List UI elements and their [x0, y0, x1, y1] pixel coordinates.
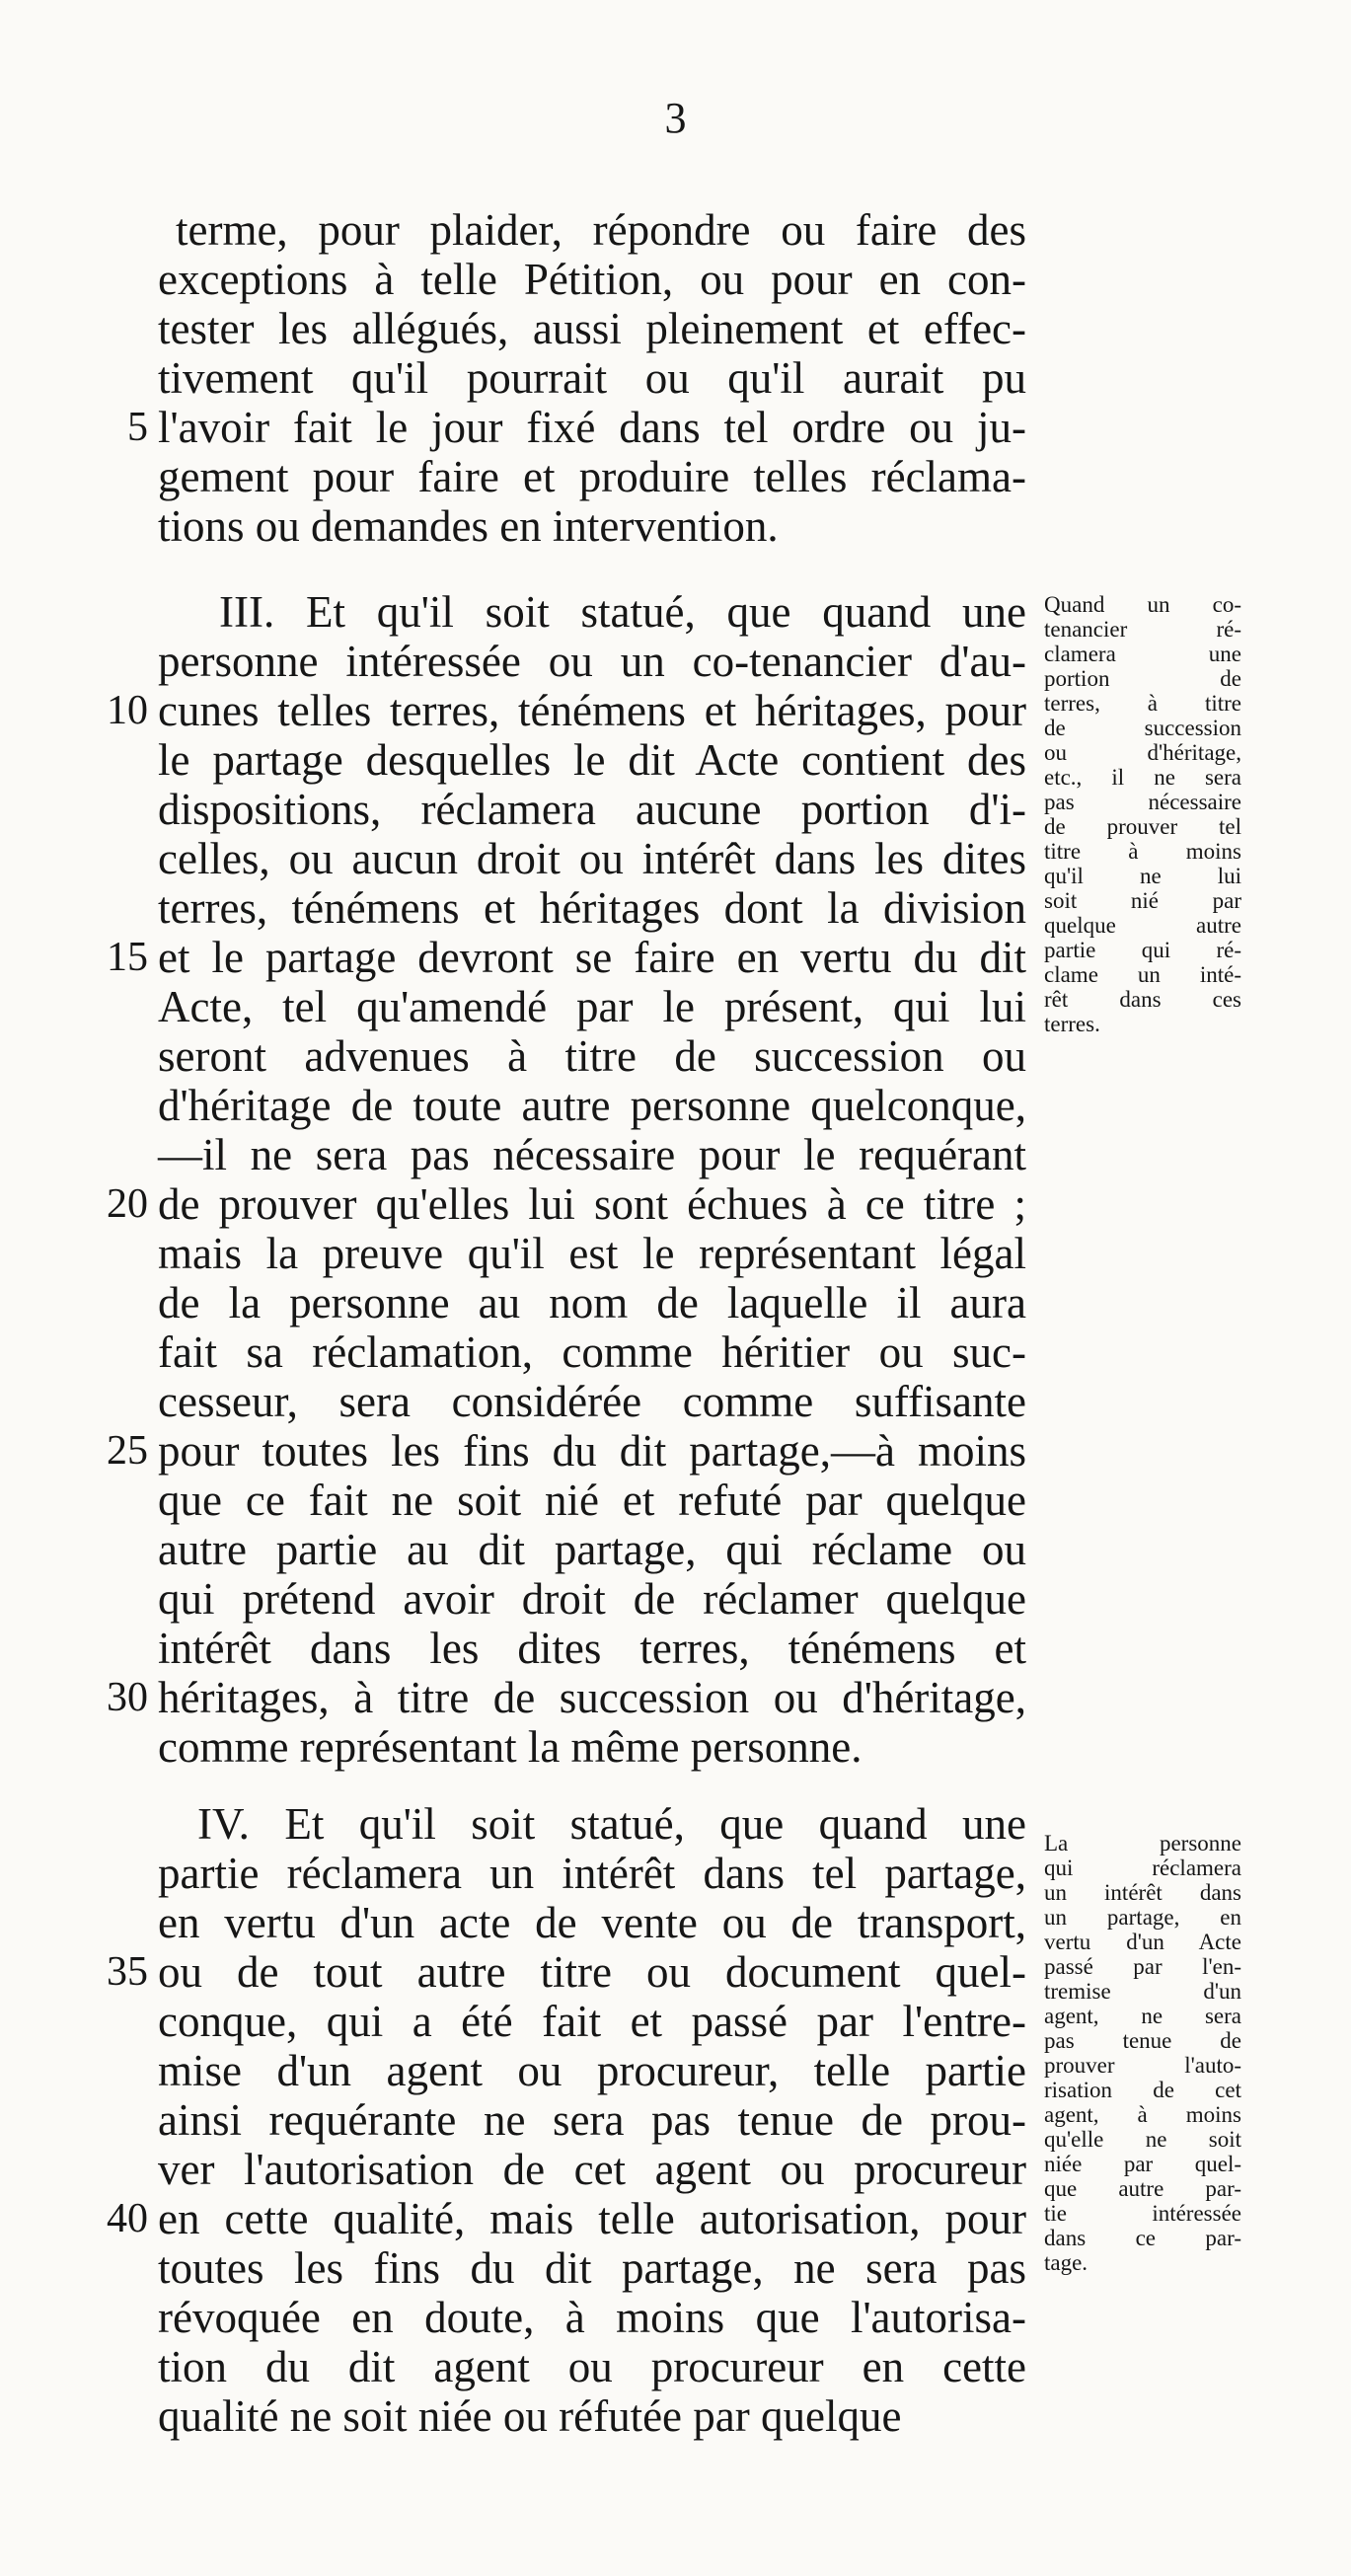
- text-line: ver l'autorisation de cet agent ou procureur: [158, 2145, 1026, 2194]
- margin-note-line: tie intéressée: [1044, 2201, 1241, 2226]
- margin-note-line: titre à moins: [1044, 839, 1241, 864]
- margin-note-line: tage.: [1044, 2250, 1088, 2275]
- text-line: d'héritage de toute autre personne quelconque,: [158, 1081, 1026, 1130]
- text-line: tion du dit agent ou procureur en cette: [158, 2342, 1026, 2391]
- margin-note-line: ou d'héritage,: [1044, 740, 1241, 765]
- margin-note-line: de prouver tel: [1044, 814, 1241, 839]
- line-number: 20: [107, 1181, 148, 1227]
- margin-note-line: La personne: [1044, 1831, 1241, 1856]
- text-line: que ce fait ne soit nié et refuté par quelque: [158, 1476, 1026, 1525]
- text-line: fait sa réclamation, comme héritier ou suc-: [158, 1327, 1026, 1377]
- margin-note-line: portion de: [1044, 666, 1241, 691]
- text-line: tester les allégués, aussi pleinement et effec-: [158, 304, 1026, 353]
- line-number: 30: [107, 1675, 148, 1720]
- margin-note-line: vertu d'un Acte: [1044, 1930, 1241, 1954]
- text-line: le partage desquelles le dit Acte contient des: [158, 735, 1026, 785]
- text-line: et le partage devront se faire en vertu du dit: [158, 933, 1026, 982]
- text-line: mise d'un agent ou procureur, telle partie: [158, 2046, 1026, 2095]
- margin-note-line: partie qui ré-: [1044, 938, 1241, 962]
- margin-note-line: terres.: [1044, 1012, 1100, 1036]
- margin-note-line: tremise d'un: [1044, 1979, 1241, 2004]
- text-line: de la personne au nom de laquelle il aura: [158, 1278, 1026, 1327]
- text-line: révoquée en doute, à moins que l'autorisa-: [158, 2293, 1026, 2342]
- text-line: héritages, à titre de succession ou d'héritage,: [158, 1673, 1026, 1722]
- text-line: cesseur, sera considérée comme suffisante: [158, 1377, 1026, 1426]
- text-line: comme représentant la même personne.: [158, 1722, 863, 1772]
- text-line: intérêt dans les dites terres, ténémens et: [158, 1624, 1026, 1673]
- text-line: pour toutes les fins du dit partage,—à moins: [158, 1426, 1026, 1476]
- text-line: cunes telles terres, ténémens et héritages, pour: [158, 686, 1026, 735]
- line-number: 15: [107, 935, 148, 980]
- text-line: tivement qu'il pourrait ou qu'il aurait pu: [158, 353, 1026, 403]
- margin-note-line: qu'il ne lui: [1044, 864, 1241, 888]
- margin-note-line: tenancier ré-: [1044, 617, 1241, 642]
- margin-note-line: qui réclamera: [1044, 1856, 1241, 1880]
- text-line: exceptions à telle Pétition, ou pour en con-: [158, 255, 1026, 304]
- margin-note-line: niée par quel-: [1044, 2152, 1241, 2176]
- line-number: 5: [127, 405, 148, 450]
- margin-note-line: un partage, en: [1044, 1905, 1241, 1930]
- margin-note-line: prouver l'auto-: [1044, 2053, 1241, 2078]
- margin-note-line: qu'elle ne soit: [1044, 2127, 1241, 2152]
- text-line: qualité ne soit niée ou réfutée par quelque: [158, 2391, 902, 2441]
- text-line: de prouver qu'elles lui sont échues à ce titre ;: [158, 1179, 1026, 1229]
- text-line: partie réclamera un intérêt dans tel partage,: [158, 1849, 1026, 1898]
- line-number: 10: [107, 688, 148, 733]
- text-line: ainsi requérante ne sera pas tenue de prou-: [158, 2095, 1026, 2145]
- margin-note-line: rêt dans ces: [1044, 987, 1241, 1012]
- margin-note-line: Quand un co-: [1044, 592, 1241, 617]
- text-line: terme, pour plaider, répondre ou faire des: [176, 205, 1026, 255]
- text-line: celles, ou aucun droit ou intérêt dans les dites: [158, 834, 1026, 883]
- margin-note-line: agent, à moins: [1044, 2102, 1241, 2127]
- text-line: III. Et qu'il soit statué, que quand une: [219, 587, 1026, 637]
- margin-note-line: pas tenue de: [1044, 2028, 1241, 2053]
- text-line: tions ou demandes en intervention.: [158, 501, 779, 551]
- margin-note-line: pas nécessaire: [1044, 790, 1241, 814]
- margin-note-line: un intérêt dans: [1044, 1880, 1241, 1905]
- text-line: mais la preuve qu'il est le représentant légal: [158, 1229, 1026, 1278]
- margin-note-line: clame un inté-: [1044, 962, 1241, 987]
- margin-note-line: de succession: [1044, 716, 1241, 740]
- margin-note-line: passé par l'en-: [1044, 1954, 1241, 1979]
- margin-note-line: dans ce par-: [1044, 2226, 1241, 2250]
- text-line: terres, ténémens et héritages dont la division: [158, 883, 1026, 933]
- line-number: 40: [107, 2196, 148, 2241]
- text-line: seront advenues à titre de succession ou: [158, 1031, 1026, 1081]
- text-line: en cette qualité, mais telle autorisation, pour: [158, 2194, 1026, 2243]
- margin-note-line: soit nié par: [1044, 888, 1241, 913]
- margin-note-line: risation de cet: [1044, 2078, 1241, 2102]
- text-line: IV. Et qu'il soit statué, que quand une: [197, 1799, 1026, 1849]
- text-line: Acte, tel qu'amendé par le présent, qui lui: [158, 982, 1026, 1031]
- margin-note-line: que autre par-: [1044, 2176, 1241, 2201]
- text-line: ou de tout autre titre ou document quel-: [158, 1947, 1026, 1997]
- text-line: l'avoir fait le jour fixé dans tel ordre ou ju-: [158, 403, 1026, 452]
- page-number: 3: [664, 94, 687, 142]
- text-line: dispositions, réclamera aucune portion d'i-: [158, 785, 1026, 834]
- margin-note-line: clamera une: [1044, 642, 1241, 666]
- line-number: 35: [107, 1949, 148, 1995]
- text-line: toutes les fins du dit partage, ne sera pas: [158, 2243, 1026, 2293]
- margin-note-line: etc., il ne sera: [1044, 765, 1241, 790]
- text-line: gement pour faire et produire telles réclama-: [158, 452, 1026, 501]
- text-line: personne intéressée ou un co-tenancier d'au-: [158, 637, 1026, 686]
- text-line: conque, qui a été fait et passé par l'entre-: [158, 1997, 1026, 2046]
- text-line: autre partie au dit partage, qui réclame ou: [158, 1525, 1026, 1574]
- line-number: 25: [107, 1428, 148, 1474]
- margin-note-line: terres, à titre: [1044, 691, 1241, 716]
- margin-note-line: quelque autre: [1044, 913, 1241, 938]
- text-line: en vertu d'un acte de vente ou de transport,: [158, 1898, 1026, 1947]
- text-line: —il ne sera pas nécessaire pour le requérant: [158, 1130, 1026, 1179]
- text-line: qui prétend avoir droit de réclamer quelque: [158, 1574, 1026, 1624]
- margin-note-line: agent, ne sera: [1044, 2004, 1241, 2028]
